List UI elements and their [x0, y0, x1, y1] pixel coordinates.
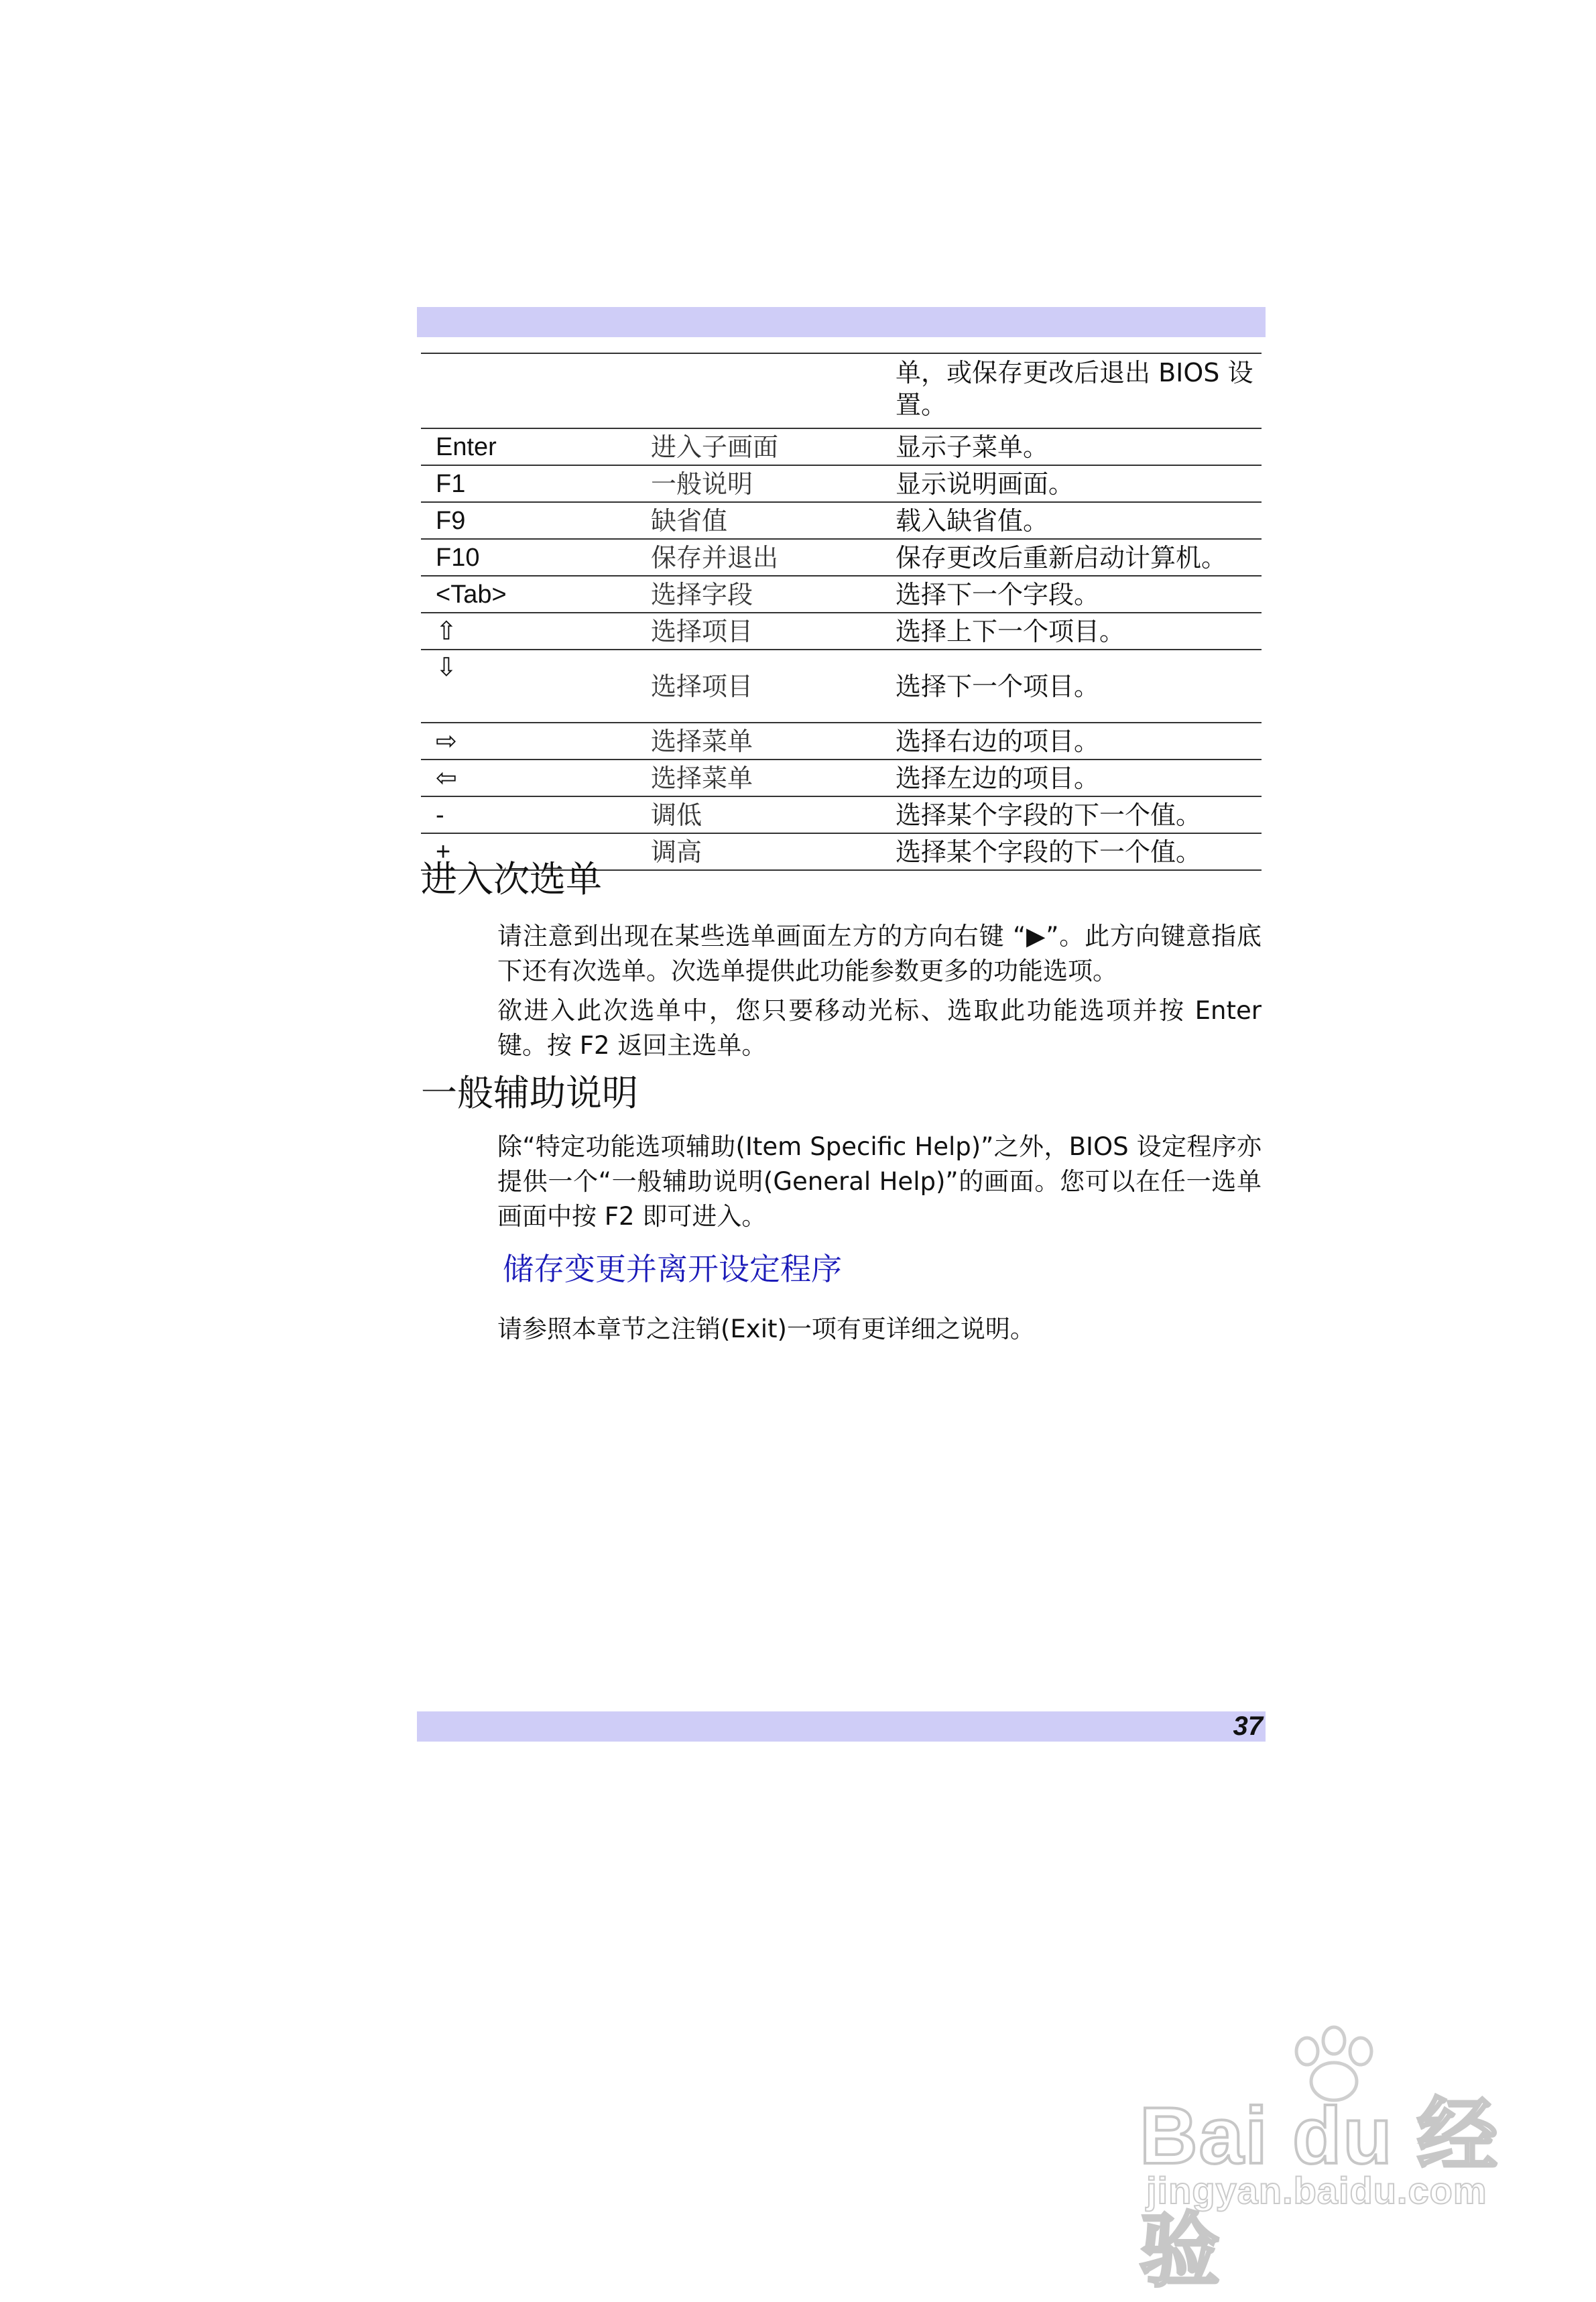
save-exit-heading: 储存变更并离开设定程序: [503, 1251, 842, 1287]
key-cell: F1: [421, 465, 636, 502]
up-arrow-icon: ⇧: [421, 613, 636, 650]
description-cell: 显示说明画面。: [881, 465, 1262, 502]
description-cell: 显示子菜单。: [881, 428, 1262, 465]
key-cell: [421, 353, 636, 428]
submenu-paragraph-2: 欲进入此次选单中，您只要移动光标、选取此功能选项并按 Enter 键。按 F2 返回主选单。: [497, 996, 1262, 1060]
function-cell: 缺省值: [636, 502, 881, 539]
down-arrow-icon: ⇩: [421, 650, 636, 723]
key-cell: +: [421, 833, 636, 870]
table-row: [421, 650, 1262, 723]
key-function-table: [421, 353, 1262, 871]
key-cell: Enter: [421, 428, 636, 465]
key-cell: -: [421, 796, 636, 833]
header-band: [417, 307, 1266, 337]
table-row: [421, 428, 1262, 465]
function-cell: 调高: [636, 833, 881, 870]
description-cell: 选择某个字段的下一个值。: [881, 833, 1262, 870]
function-cell: 保存并退出: [636, 539, 881, 576]
key-cell: F9: [421, 502, 636, 539]
function-cell: 调低: [636, 796, 881, 833]
description-cell: 单，或保存更改后退出 BIOS 设置。: [881, 353, 1262, 428]
function-cell: [636, 353, 881, 428]
table-row: [421, 353, 1262, 428]
key-cell: F10: [421, 539, 636, 576]
function-cell: 进入子画面: [636, 428, 881, 465]
general-help-heading: 一般辅助说明: [421, 1072, 638, 1114]
table-row: [421, 539, 1262, 576]
description-cell: 选择下一个字段。: [881, 576, 1262, 613]
function-cell: 选择菜单: [636, 760, 881, 796]
table-row: [421, 760, 1262, 796]
function-cell: 一般说明: [636, 465, 881, 502]
description-cell: 选择上下一个项目。: [881, 613, 1262, 650]
description-cell: 选择右边的项目。: [881, 723, 1262, 760]
table-row: [421, 613, 1262, 650]
function-cell: 选择项目: [636, 613, 881, 650]
watermark: [1126, 2024, 1542, 2296]
footer-band: [417, 1711, 1266, 1742]
description-cell: 选择左边的项目。: [881, 760, 1262, 796]
table-row: [421, 465, 1262, 502]
key-cell: <Tab>: [421, 576, 636, 613]
description-cell: 选择某个字段的下一个值。: [881, 796, 1262, 833]
function-cell: 选择项目: [636, 650, 881, 723]
function-cell: 选择字段: [636, 576, 881, 613]
right-arrow-icon: ⇨: [421, 723, 636, 760]
table-row: [421, 502, 1262, 539]
function-cell: 选择菜单: [636, 723, 881, 760]
submenu-heading: 进入次选单: [421, 858, 602, 900]
save-exit-paragraph: 请参照本章节之注销(Exit)一项有更详细之说明。: [497, 1315, 1035, 1343]
table-row: [421, 723, 1262, 760]
page-number: 37: [1233, 1711, 1263, 1741]
general-help-paragraph: 除“特定功能选项辅助(Item Specific Help)”之外，BIOS 设定程序亦提供一个“一般辅助说明(General Help)”的画面。您可以在任一选单画面中按 F2 即可进入。: [497, 1132, 1262, 1231]
table-row: [421, 576, 1262, 613]
watermark-brand: Bai du 经验: [1140, 2091, 1499, 2296]
description-cell: 保存更改后重新启动计算机。: [881, 539, 1262, 576]
description-cell: 选择下一个项目。: [881, 650, 1262, 723]
watermark-url: jingyan.baidu.com: [1146, 2169, 1487, 2212]
submenu-paragraph-1: 请注意到出现在某些选单画面左方的方向右键 “▶”。此方向键意指底下还有次选单。次选单提供此功能参数更多的功能选项。: [497, 922, 1262, 985]
table-row: [421, 796, 1262, 833]
left-arrow-icon: ⇦: [421, 760, 636, 796]
description-cell: 载入缺省值。: [881, 502, 1262, 539]
